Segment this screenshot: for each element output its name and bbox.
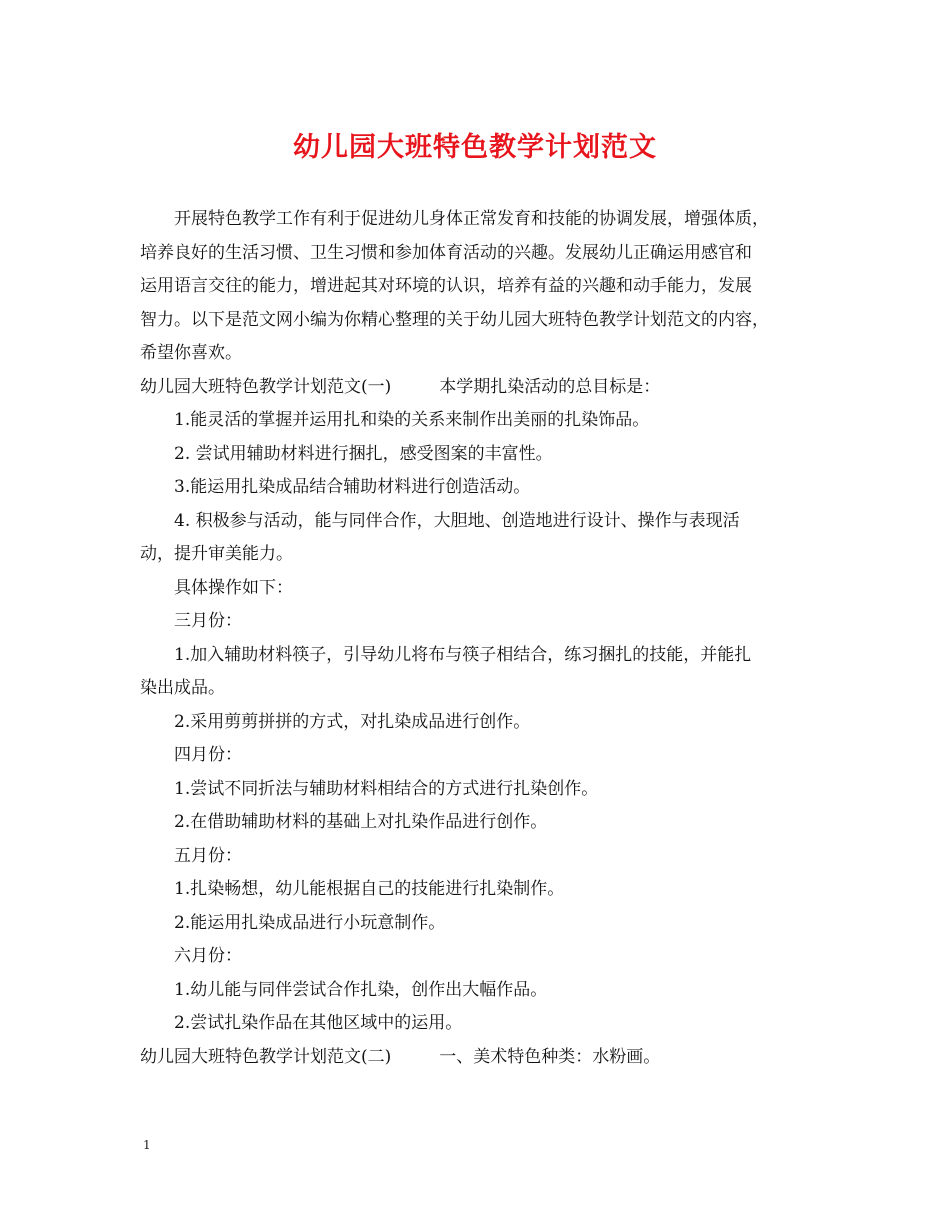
text-line: 三月份： [174,611,242,631]
text-line: 希望你喜欢。 [140,343,242,363]
text-line: 2.在借助辅助材料的基础上对扎染作品进行创作。 [174,812,548,832]
text-line: 1.加入辅助材料筷子，引导幼儿将布与筷子相结合，练习捆扎的技能，并能扎 [174,644,752,665]
text-line: 2.尝试扎染作品在其他区域中的运用。 [174,1013,463,1033]
text-line: 运用语言交往的能力，增进起其对环境的认识，培养有益的兴趣和动手能力，发展 [140,276,752,296]
text-line: 1.尝试不同折法与辅助材料相结合的方式进行扎染创作。 [174,778,599,799]
text-line: 2.采用剪剪拼拼的方式，对扎染成品进行创作。 [174,711,531,732]
section-1-lead: 本学期扎染活动的总目标是： [439,376,661,397]
text-line: 六月份： [174,946,242,966]
document-title: 幼儿园大班特色教学计划范文 [293,132,657,163]
text-line: 智力。以下是范文网小编为你精心整理的关于幼儿园大班特色教学计划范文的内容， [140,309,769,330]
text-line: 培养良好的生活习惯、卫生习惯和参加体育活动的兴趣。发展幼儿正确运用感官和 [140,242,752,263]
text-line: 五月份： [174,845,242,866]
section-2-lead: 一、美术特色种类：水粉画。 [439,1046,661,1067]
section-heading-2 [140,1041,830,1075]
text-line: 染出成品。 [140,678,225,698]
section-1-title: 幼儿园大班特色教学计划范文(一) [140,376,392,397]
text-line: 1.能灵活的掌握并运用扎和染的关系来制作出美丽的扎染饰品。 [174,410,650,430]
section-1-content [140,404,830,1041]
section-2-title: 幼儿园大班特色教学计划范文(二) [140,1046,392,1067]
page-number: 1 [143,1138,151,1152]
text-line: 1.扎染畅想，幼儿能根据自己的技能进行扎染制作。 [174,879,565,899]
section-heading-1 [140,371,830,405]
intro-paragraph [140,203,830,371]
text-line: 4. 积极参与活动，能与同伴合作，大胆地、创造地进行设计、操作与表现活 [174,510,740,531]
text-line: 3.能运用扎染成品结合辅助材料进行创造活动。 [174,477,531,497]
text-line: 2. 尝试用辅助材料进行捆扎，感受图案的丰富性。 [174,443,553,464]
text-line: 1.幼儿能与同伴尝试合作扎染，创作出大幅作品。 [174,979,548,1000]
text-line: 开展特色教学工作有利于促进幼儿身体正常发育和技能的协调发展，增强体质， [174,209,769,229]
document-body [140,203,830,1074]
text-line: 2.能运用扎染成品进行小玩意制作。 [174,912,446,933]
text-line: 四月份： [174,745,242,765]
text-line: 具体操作如下： [174,577,293,598]
text-line: 动，提升审美能力。 [140,544,293,564]
